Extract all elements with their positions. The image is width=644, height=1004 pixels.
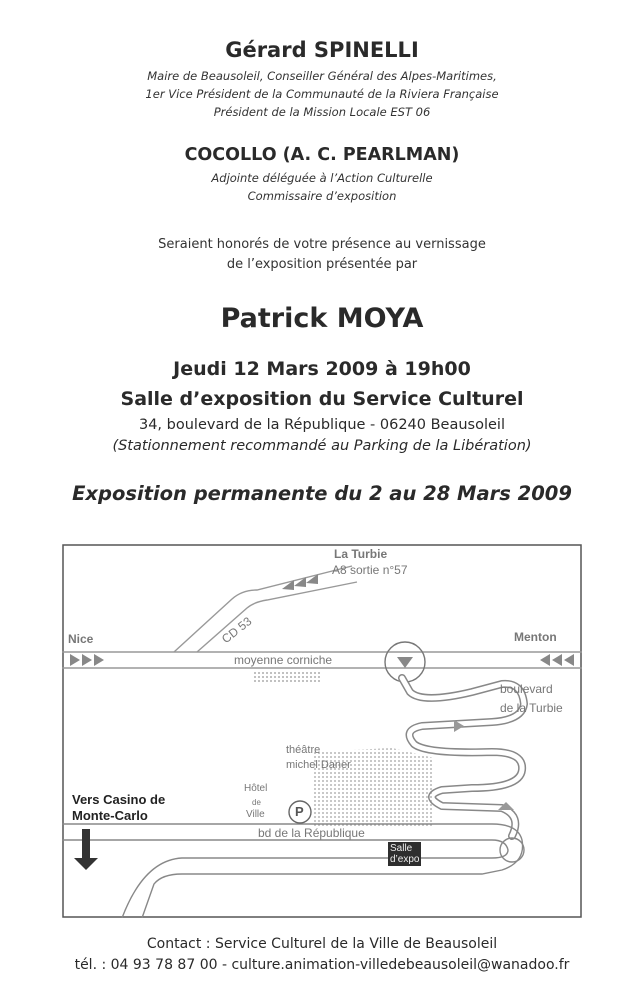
label-bd-republique: bd de la République — [258, 826, 365, 840]
deputy-titles — [0, 169, 644, 205]
label-de-la-turbie: de la Turbie — [500, 701, 563, 715]
label-moyenne-corniche: moyenne corniche — [234, 653, 333, 667]
deputy-name: COCOLLO (A. C. PEARLMAN) — [184, 145, 460, 165]
label-hotel: Hôtel — [244, 783, 268, 794]
host-titles — [0, 67, 644, 121]
parking-note: (Stationnement recommandé au Parking de la Libération) — [112, 438, 532, 454]
label-monte-carlo: Monte-Carlo — [72, 808, 148, 823]
artist-name: Patrick MOYA — [220, 303, 424, 334]
deputy-title-line: Commissaire d’exposition — [247, 189, 397, 203]
label-salle: Salle — [390, 843, 413, 854]
contact-line: Contact : Service Culturel de la Ville de Beausoleil — [146, 936, 498, 952]
host-title-line: Président de la Mission Locale EST 06 — [213, 105, 431, 119]
map-frame — [63, 545, 581, 917]
arrow-casino-shaft — [82, 829, 90, 859]
contact-phone-email: tél. : 04 93 78 87 00 - culture.animation-villedebeausoleil@wanadoo.fr — [74, 957, 570, 973]
label-theatre: théâtre — [286, 744, 321, 756]
label-d-expo: d’expo — [390, 854, 420, 865]
label-de: de — [252, 798, 261, 807]
label-vers-casino: Vers Casino de — [72, 792, 166, 807]
label-la-turbie: La Turbie — [334, 547, 388, 561]
exhibition-dates: Exposition permanente du 2 au 28 Mars 2009 — [72, 482, 572, 505]
host-title-line: Maire de Beausoleil, Conseiller Général des Alpes-Maritimes, — [147, 69, 497, 83]
label-michel-daner: michel Daner — [286, 759, 351, 771]
contact-block — [0, 934, 644, 976]
map-drawing — [62, 544, 582, 918]
label-a8-exit: A8 sortie n°57 — [332, 563, 408, 577]
host-name: Gérard SPINELLI — [225, 38, 419, 62]
event-date: Jeudi 12 Mars 2009 à 19h00 — [173, 358, 471, 380]
label-menton: Menton — [514, 630, 557, 644]
label-salle-expo — [388, 842, 421, 866]
label-nice: Nice — [68, 632, 94, 646]
deputy-title-line: Adjointe déléguée à l’Action Culturelle — [211, 171, 433, 185]
label-ville: Ville — [246, 809, 265, 820]
label-cd53: CD 53 — [218, 614, 255, 647]
invitation-line: de l’exposition présentée par — [226, 257, 418, 272]
event-venue: Salle d’exposition du Service Culturel — [120, 388, 524, 410]
label-boulevard: boulevard — [500, 682, 553, 696]
event-address: 34, boulevard de la République - 06240 Beausoleil — [138, 417, 505, 433]
smudged-label — [252, 672, 322, 684]
invitation-line: Seraient honorés de votre présence au vernissage — [158, 237, 486, 252]
invitation-text — [0, 235, 644, 275]
access-map — [62, 544, 582, 918]
parking-symbol: P — [295, 804, 304, 819]
host-title-line: 1er Vice Président de la Communauté de la Riviera Française — [145, 87, 499, 101]
